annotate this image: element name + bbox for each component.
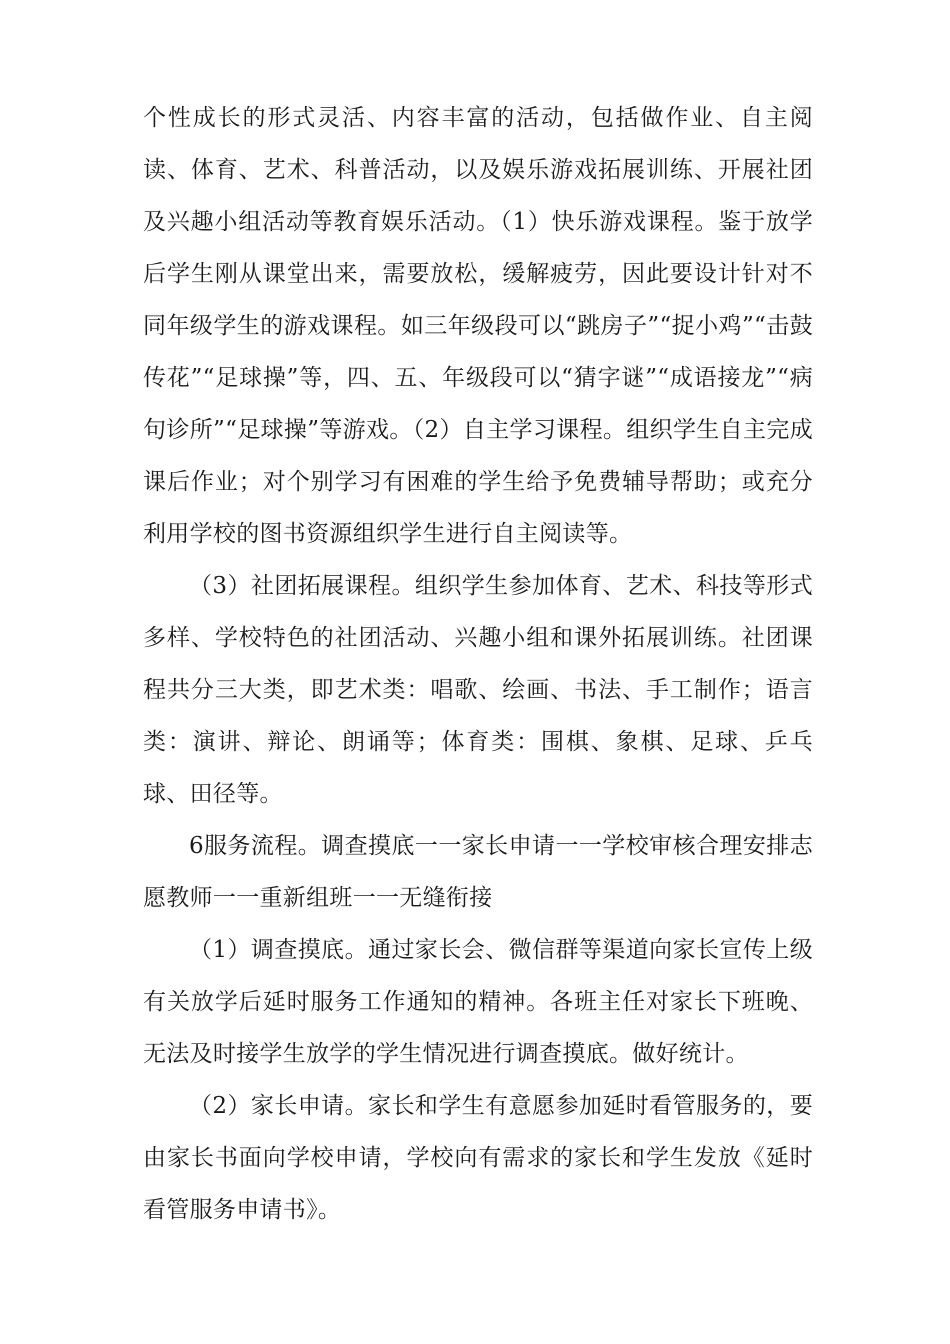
paragraph-service-process: 6服务流程。调查摸底一一家长申请一一学校审核合理安排志愿教师一一重新组班一一无缝衔接 [143, 833, 813, 911]
paragraph-parent-application: （2）家长申请。家长和学生有意愿参加延时看管服务的，要由家长书面向学校申请，学校向有需求的家长和学生发放《延时看管服务申请书》。 [143, 1093, 813, 1223]
paragraph-club-courses: （3）社团拓展课程。组织学生参加体育、艺术、科技等形式多样、学校特色的社团活动、兴趣小组和课外拓展训练。社团课程共分三大类，即艺术类：唱歌、绘画、书法、手工制作；语言类：演讲、辩论、朗诵等；体育类：围棋、象棋、足球、乒乓球、田径等。 [143, 573, 813, 807]
document-body [143, 92, 813, 1236]
paragraph-activities: 个性成长的形式灵活、内容丰富的活动，包括做作业、自主阅读、体育、艺术、科普活动，以及娱乐游戏拓展训练、开展社团及兴趣小组活动等教育娱乐活动。（1）快乐游戏课程。鉴于放学后学生刚从课堂出来，需要放松，缓解疲劳，因此要设计针对不同年级学生的游戏课程。如三年级段可以“跳房子”“捉小鸡”“击鼓传花”“足球操”等，四、五、年级段可以“猜字谜”“成语接龙”“病句诊所”“足球操”等游戏。（2）自主学习课程。组织学生自主完成课后作业；对个别学习有困难的学生给予免费辅导帮助；或充分利用学校的图书资源组织学生进行自主阅读等。 [143, 105, 813, 547]
paragraph-survey: （1）调查摸底。通过家长会、微信群等渠道向家长宣传上级有关放学后延时服务工作通知的精神。各班主任对家长下班晚、无法及时接学生放学的学生情况进行调查摸底。做好统计。 [143, 937, 813, 1067]
